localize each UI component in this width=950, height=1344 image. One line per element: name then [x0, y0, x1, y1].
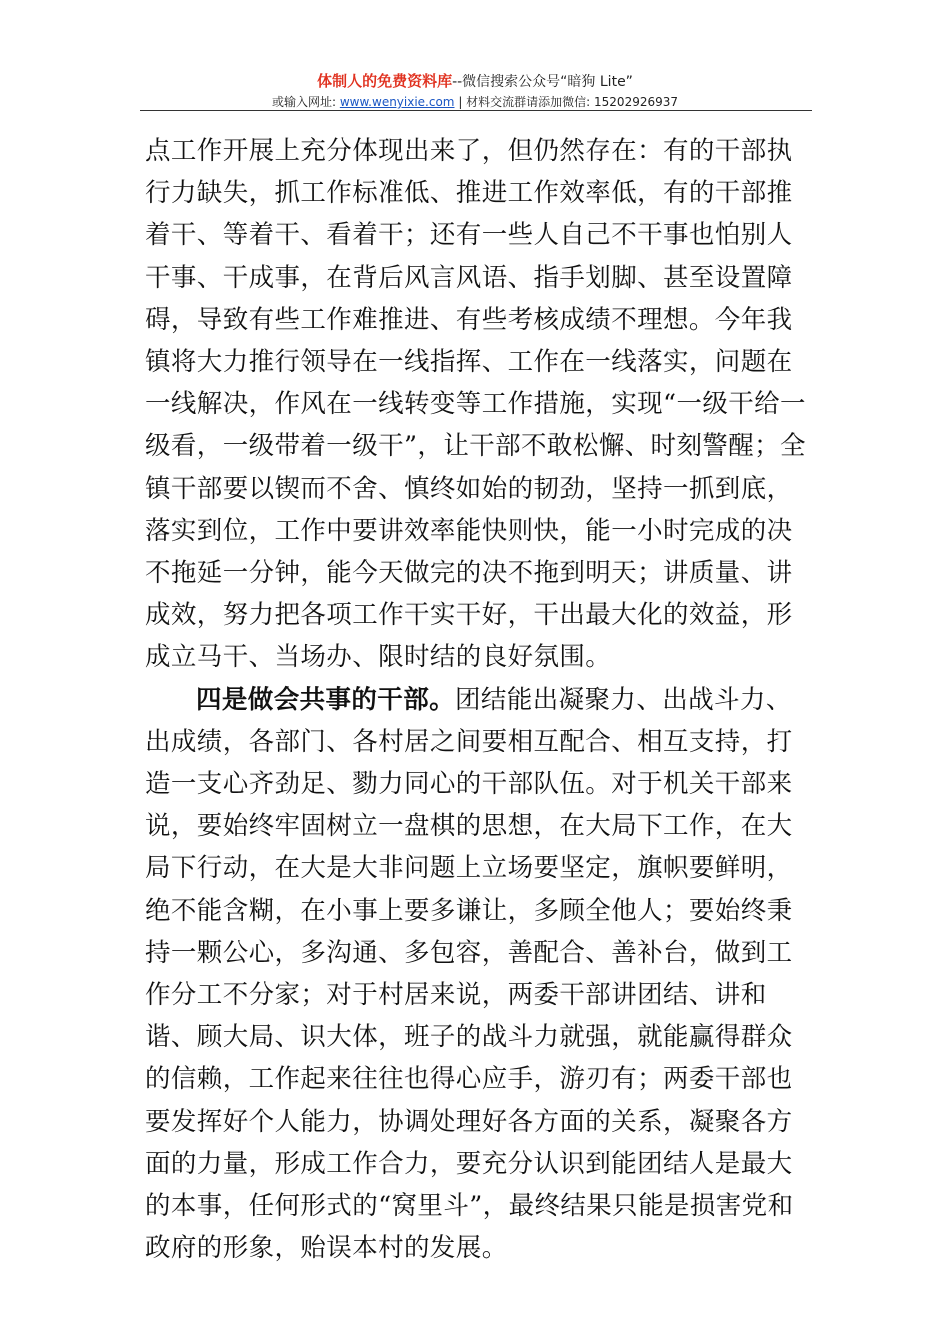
paragraph-2-lead: 四是做会共事的干部。 [196, 684, 456, 715]
header-contact: | 材料交流群请添加微信: 15202926937 [454, 95, 679, 109]
header-line-1 [0, 72, 950, 91]
document-header [0, 72, 950, 111]
document-body [145, 130, 807, 1269]
header-brand: 体制人的免费资料库 [317, 72, 453, 90]
paragraph-1-text: 点工作开展上充分体现出来了，但仍然存在：有的干部执行力缺失，抓工作标准低、推进工作效率低，有的干部推着干、等着干、看着干；还有一些人自己不干事也怕别人干事、干成事，在背后风言风语、指手划脚、甚至设置障碍，导致有些工作难推进、有些考核成绩不理想。今年我镇将大力推行领导在一线指挥、工作在一线落实，问题在一线解决，作风在一线转变等工作措施，实现“一级干给一级看，一级带着一级干”，让干部不敢松懈、时刻警醒；全镇干部要以锲而不舍、慎终如始的韧劲，坚持一抓到底，落实到位，工作中要讲效率能快则快，能一小时完成的决不拖延一分钟，能今天做完的决不拖到明天；讲质量、讲成效，努力把各项工作干实干好，干出最大化的效益，形成立马干、当场办、限时结的良好氛围。 [145, 136, 806, 673]
header-url-prefix: 或输入网址: [271, 95, 340, 109]
header-url-link[interactable]: www.wenyixie.com [339, 95, 455, 109]
header-wechat-note: --微信搜索公众号“暗狗 Lite” [452, 74, 633, 90]
header-divider [140, 110, 812, 111]
body-paragraph-2 [145, 679, 807, 1270]
header-line-2 [0, 93, 950, 111]
paragraph-2-text: 团结能出凝聚力、出战斗力、出成绩，各部门、各村居之间要相互配合、相互支持，打造一支心齐劲足、勠力同心的干部队伍。对于机关干部来说，要始终牢固树立一盘棋的思想，在大局下工作，在大局下行动，在大是大非问题上立场要坚定，旗帜要鲜明，绝不能含糊，在小事上要多谦让，多顾全他人；要始终秉持一颗公心，多沟通、多包容，善配合、善补台，做到工作分工不分家；对于村居来说，两委干部讲团结、讲和谐、顾大局、识大体，班子的战斗力就强，就能赢得群众的信赖，工作起来往往也得心应手，游刃有；两委干部也要发挥好个人能力，协调处理好各方面的关系，凝聚各方面的力量，形成工作合力，要充分认识到能团结人是最大的本事，任何形式的“窝里斗”，最终结果只能是损害党和政府的形象，贻误本村的发展。 [145, 684, 794, 1264]
body-paragraph-1 [145, 130, 807, 679]
